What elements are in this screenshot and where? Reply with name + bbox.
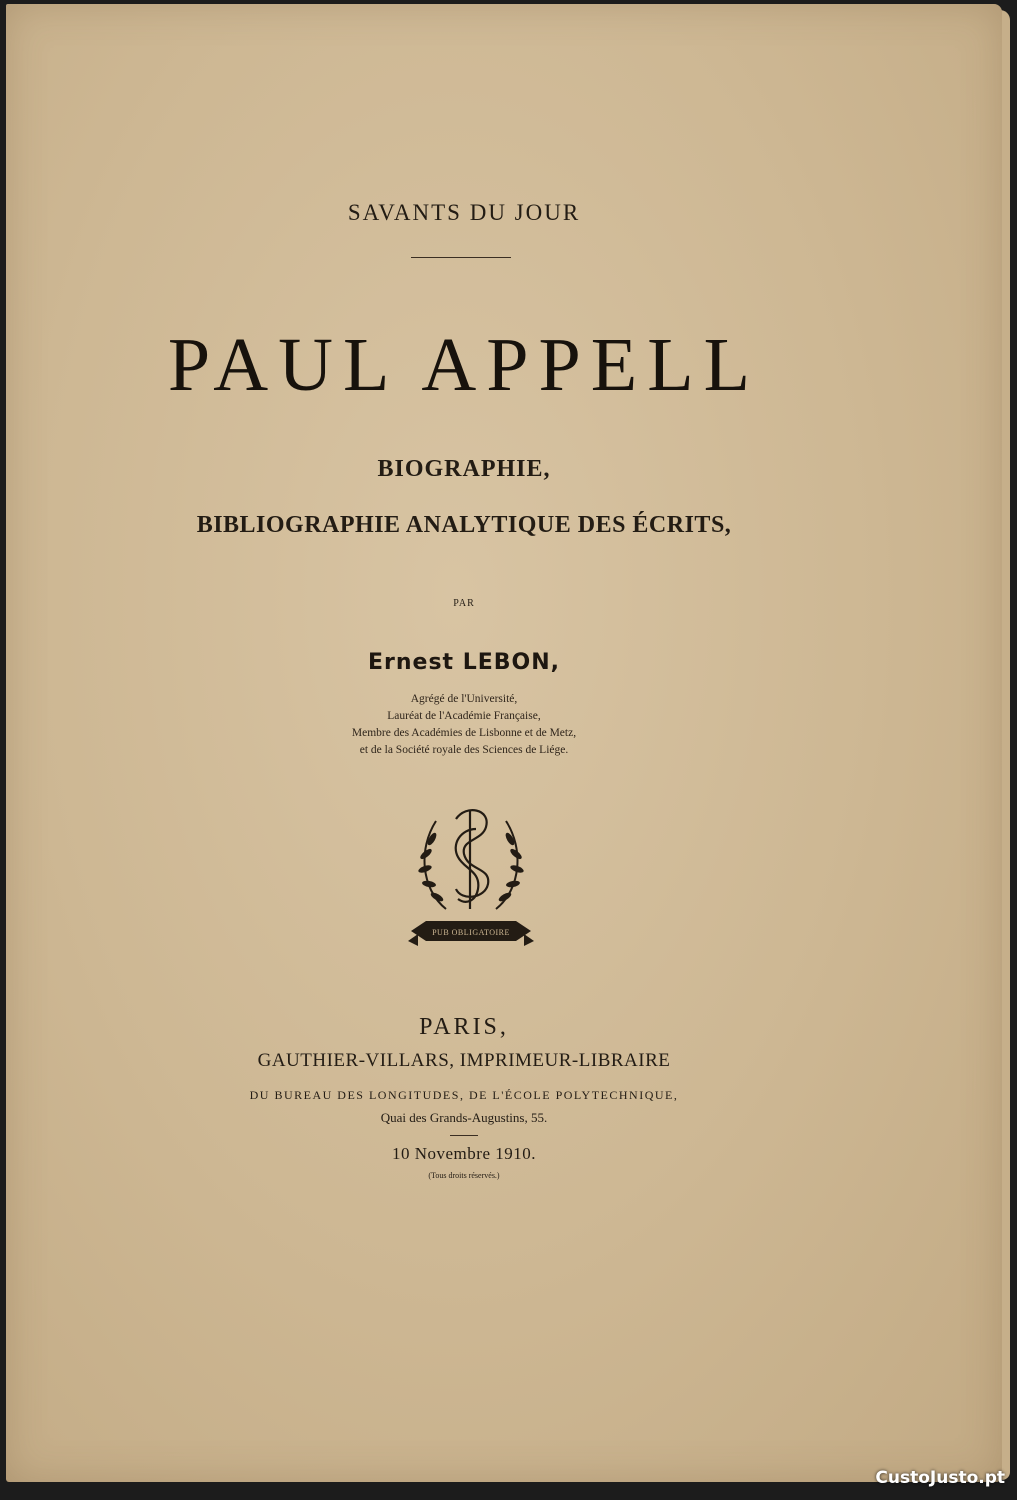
author-credential: Lauréat de l'Académie Française, — [387, 710, 541, 722]
subtitle-line-1: BIOGRAPHIE, — [377, 456, 551, 482]
author-credential: Membre des Académies de Lisbonne et de Metz, — [351, 727, 577, 739]
publisher-name: GAUTHIER-VILLARS, IMPRIMEUR-LIBRAIRE — [257, 1050, 671, 1071]
rights-notice: (Tous droits réservés.) — [428, 1171, 500, 1180]
author-credential: Agrégé de l'Université, — [410, 693, 518, 705]
date-rule — [450, 1135, 478, 1136]
book-cover — [6, 4, 1002, 1482]
series-rule — [411, 257, 511, 258]
publisher-address: Quai des Grands-Augustins, 55. — [380, 1110, 548, 1125]
site-watermark: CustoJusto.pt — [875, 1468, 1005, 1488]
author-credential: et de la Société royale des Sciences de Liége. — [359, 744, 569, 756]
publisher-affiliation: DU BUREAU DES LONGITUDES, DE L'ÉCOLE POLYTECHNIQUE, — [249, 1088, 679, 1102]
emblem-ribbon-text: PUB OBLIGATOIRE — [432, 928, 510, 937]
book-title: PAUL APPELL — [167, 323, 761, 407]
series-title: SAVANTS DU JOUR — [347, 200, 581, 225]
subtitle-line-2: BIBLIOGRAPHIE ANALYTIQUE DES ÉCRITS, — [196, 512, 732, 538]
publisher-monogram-wreath-icon — [406, 799, 536, 949]
author-name: Ernest LEBON, — [367, 650, 561, 675]
by-label: PAR — [453, 598, 475, 609]
publication-city: PARIS, — [419, 1014, 509, 1040]
publication-date: 10 Novembre 1910. — [391, 1144, 536, 1163]
